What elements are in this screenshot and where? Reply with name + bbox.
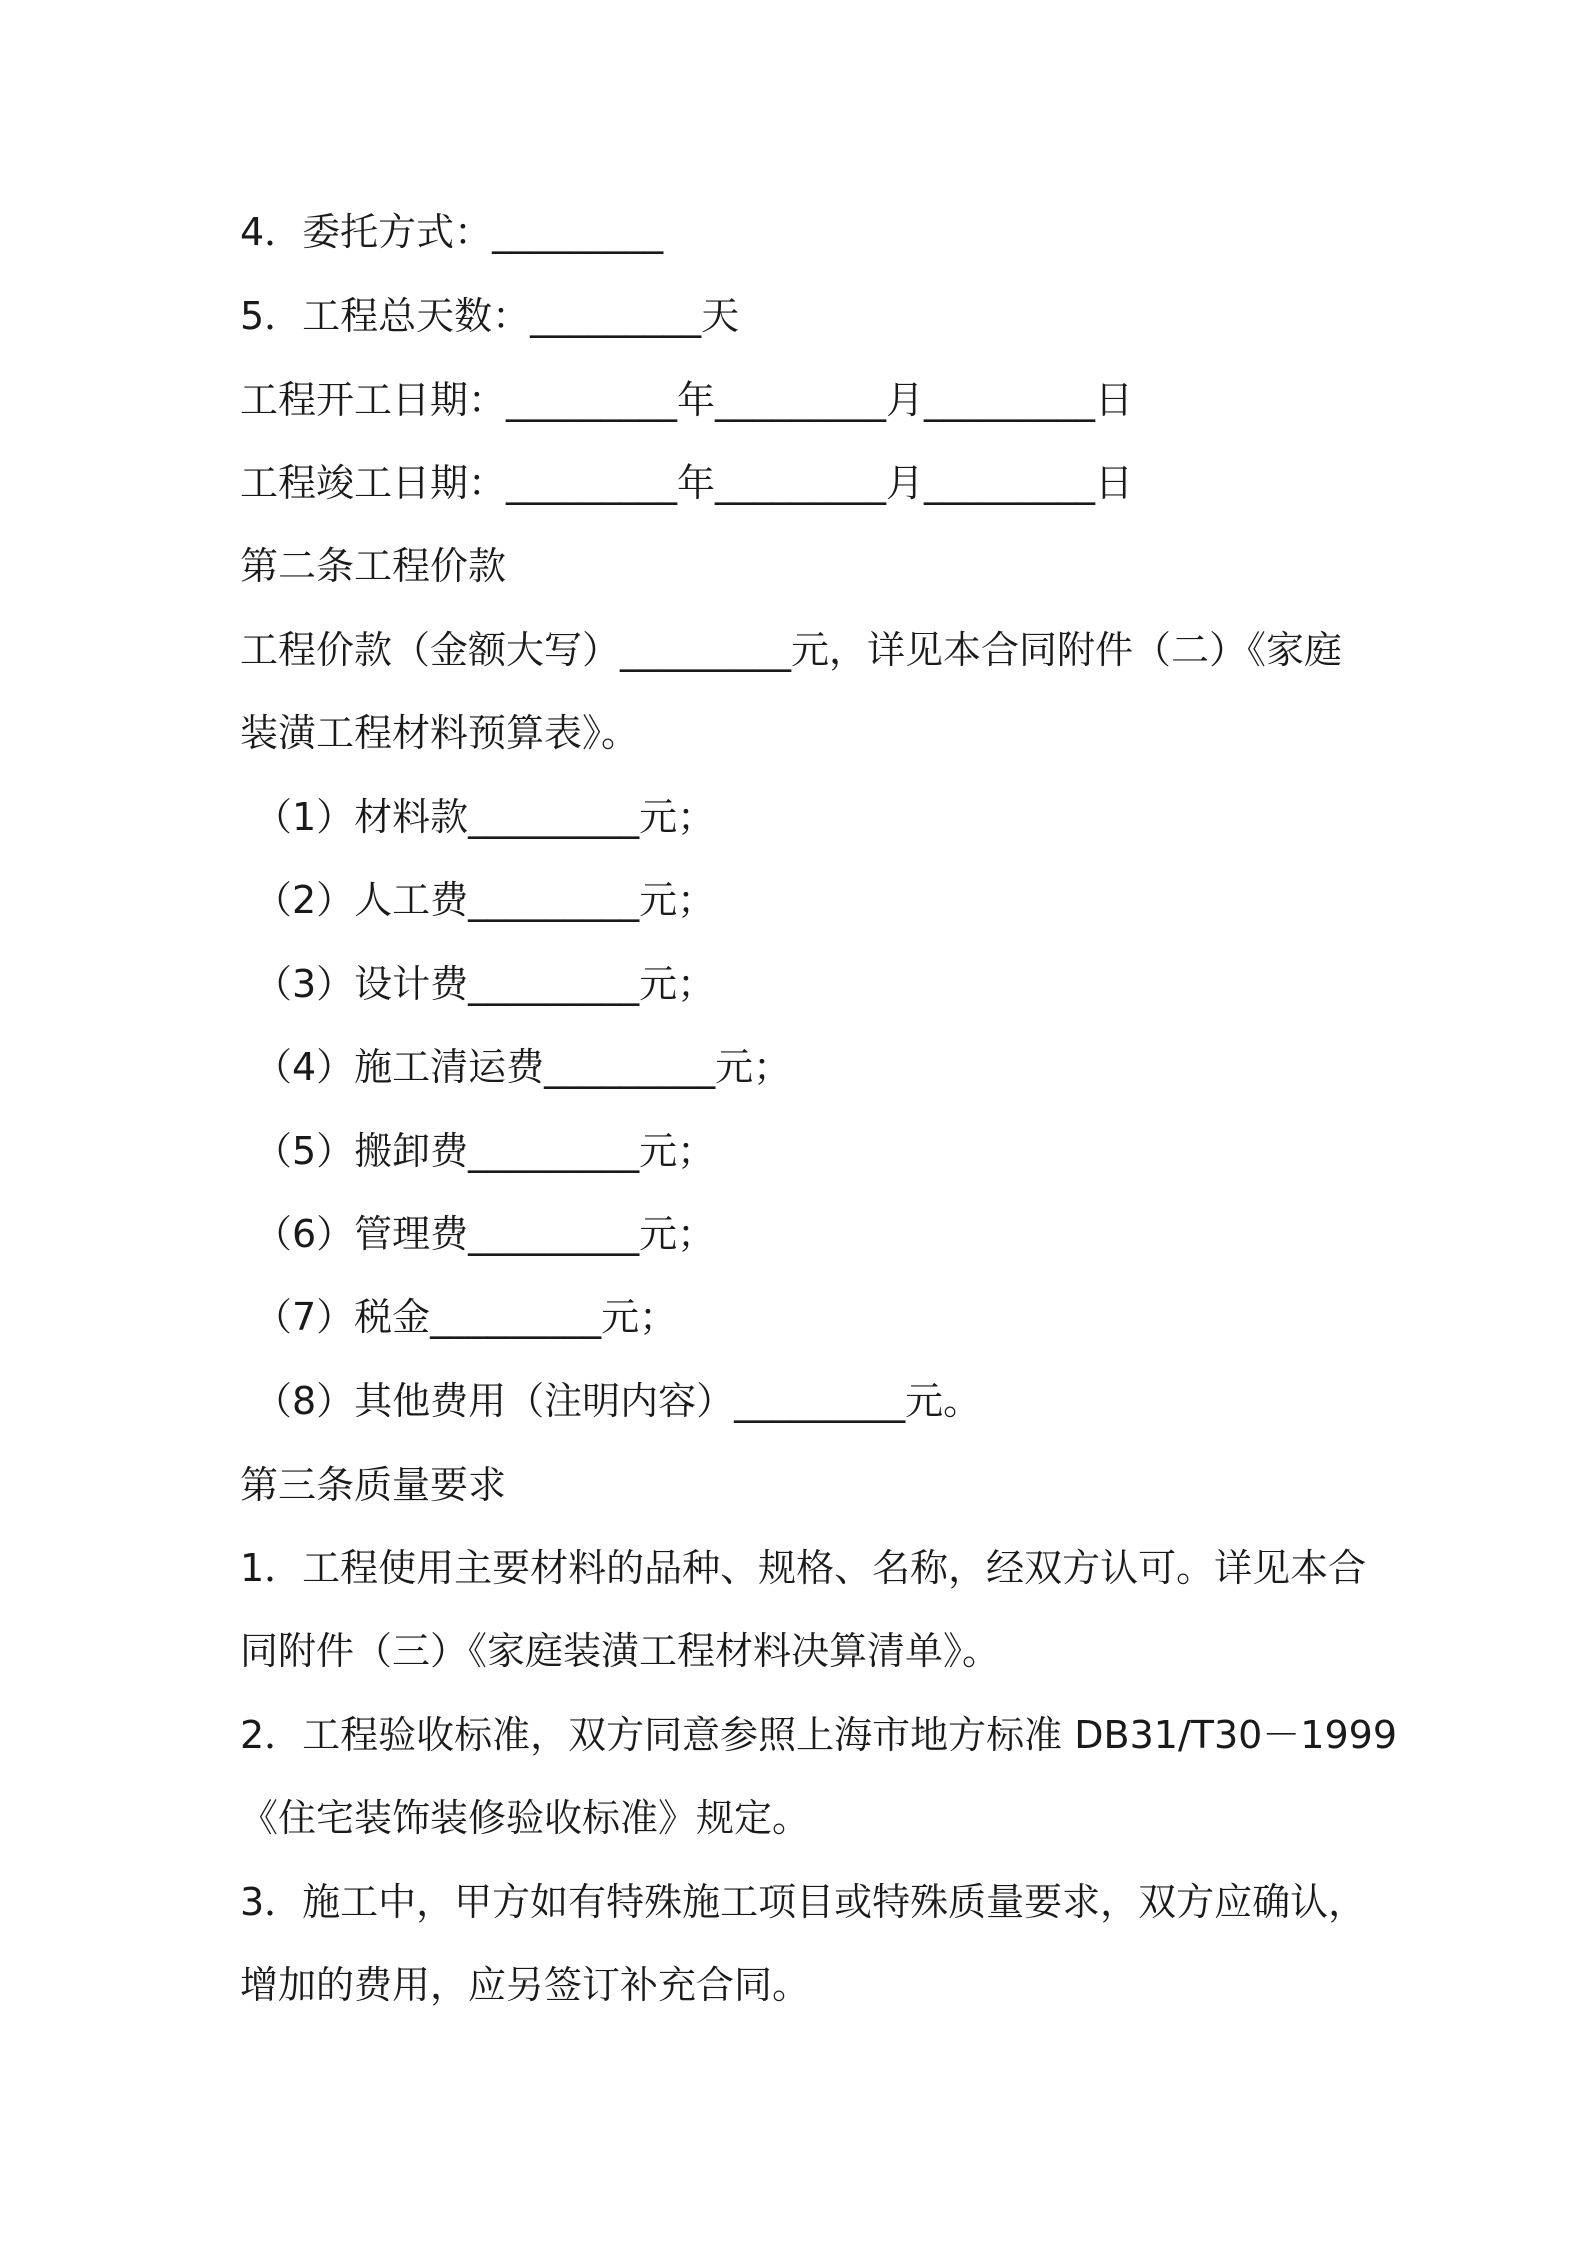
start-date-line: 工程开工日期：_________年_________月_________日: [240, 378, 1134, 422]
cost-item-other: （8）其他费用（注明内容）_________元。: [254, 1379, 982, 1423]
cost-item-management: （6）管理费_________元；: [254, 1212, 716, 1256]
cost-item-design: （3）设计费_________元；: [254, 962, 716, 1006]
quality-item-2-line-2: 《住宅装饰装修验收标准》规定。: [240, 1796, 811, 1840]
quality-item-1-line-2: 同附件（三）《家庭装潢工程材料决算清单》。: [240, 1629, 1001, 1673]
cost-item-moving: （5）搬卸费_________元；: [254, 1129, 716, 1173]
cost-item-material: （1）材料款_________元；: [254, 795, 716, 839]
quality-item-3-line-2: 增加的费用，应另签订补充合同。: [240, 1963, 811, 2007]
cost-item-labor: （2）人工费_________元；: [254, 878, 716, 922]
cost-item-tax: （7）税金_________元；: [254, 1295, 678, 1339]
entrust-method-line: 4．委托方式：_________: [240, 210, 664, 254]
quality-item-1-line-1: 1．工程使用主要材料的品种、规格、名称，经双方认可。详见本合: [240, 1546, 1367, 1590]
cost-item-cleanup: （4）施工清运费_________元；: [254, 1045, 792, 1089]
section-heading-quality: 第三条质量要求: [240, 1463, 507, 1507]
price-paragraph-line-1: 工程价款（金额大写）_________元，详见本合同附件（二）《家庭: [240, 628, 1343, 672]
total-days-line: 5．工程总天数：_________天: [240, 294, 740, 338]
section-heading-price: 第二条工程价款: [240, 544, 507, 588]
quality-item-3-line-1: 3．施工中，甲方如有特殊施工项目或特殊质量要求，双方应确认，: [240, 1880, 1367, 1924]
price-paragraph-line-2: 装潢工程材料预算表》。: [240, 711, 640, 755]
completion-date-line: 工程竣工日期：_________年_________月_________日: [240, 461, 1134, 505]
quality-item-2-line-1: 2．工程验收标准，双方同意参照上海市地方标准 DB31/T30－1999: [240, 1713, 1398, 1757]
